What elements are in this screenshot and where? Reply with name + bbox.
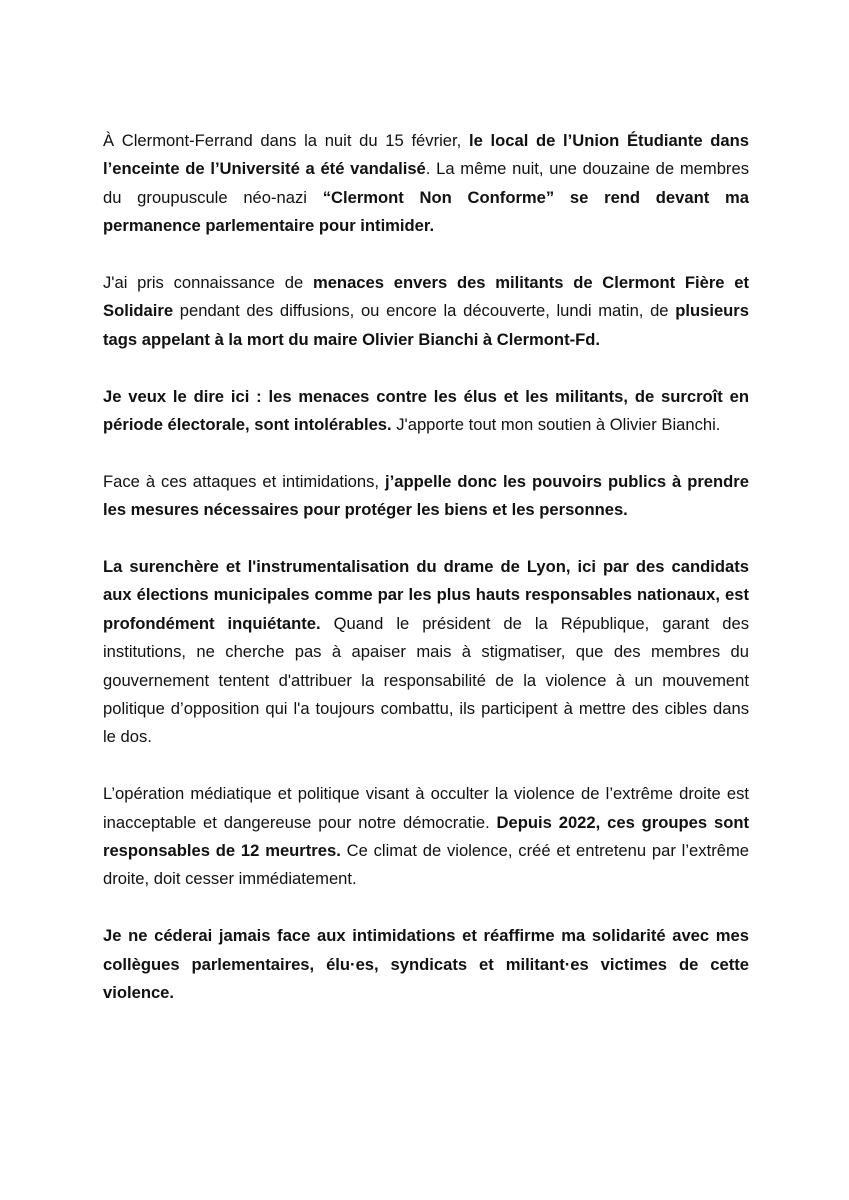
text-segment: L’opération médiatique et politique visant à occulter la violence de l’extrême droite est inacceptable et dangereuse pour notre démocratie. — [103, 784, 749, 832]
text-segment: J'ai pris connaissance de — [103, 273, 313, 293]
text-segment: J'apporte tout mon soutien à Olivier Bianchi. — [391, 415, 721, 435]
text-segment-bold: Je ne céderai jamais face aux intimidations et réaffirme ma solidarité avec mes collègues parlementaires, élu·es, syndicats et militant·es victimes de cette violence. — [103, 926, 749, 1003]
paragraph-solidarity — [103, 922, 749, 1007]
paragraph-lyon — [103, 553, 749, 752]
text-segment-bold: Depuis 2022, ces groupes sont responsables de 12 meurtres. — [103, 812, 749, 861]
text-segment-bold: plusieurs tags appelant à la mort du maire Olivier Bianchi à Clermont-Fd. — [103, 301, 749, 349]
text-segment-bold: “Clermont Non Conforme” se rend devant ma permanence parlementaire pour intimider. — [103, 187, 749, 236]
text-segment: . La même nuit, une douzaine de membres du groupuscule néo-nazi — [103, 159, 749, 207]
paragraph-threats — [103, 269, 749, 354]
paragraph-public-authorities — [103, 468, 749, 525]
text-segment: Ce climat de violence, créé et entretenu par l’extrême droite, doit cesser immédiatement. — [103, 841, 750, 889]
text-segment-bold: Je veux le dire ici : les menaces contre les élus et les militants, de surcroît en période électorale, sont intolérables. — [103, 386, 749, 435]
text-segment-bold: menaces envers des militants de Clermont Fière et Solidaire — [103, 273, 749, 321]
text-segment-bold: La surenchère et l'instrumentalisation du drame de Lyon, ici par des candidats aux élections municipales comme par les plus hauts responsables nationaux, est profondément inquiétante. — [103, 557, 749, 633]
text-segment: pendant des diffusions, ou encore la découverte, lundi matin, de — [173, 301, 676, 321]
paragraph-far-right — [103, 780, 749, 894]
text-segment-bold: j’appelle donc les pouvoirs publics à prendre les mesures nécessaires pour protéger les biens et les personnes. — [103, 471, 749, 520]
text-segment-bold: le local de l’Union Étudiante dans l’enceinte de l’Université a été vandalisé — [103, 131, 749, 179]
statement-body — [103, 127, 749, 1036]
text-segment: Face à ces attaques et intimidations, — [103, 471, 385, 491]
text-segment: Quand le président de la République, garant des institutions, ne cherche pas à apaiser mais à stigmatiser, que des membres du gouvernement tentent d'attribuer la responsabilité de la violence à un mouvement politique d’opposition qui l'a toujours combattu, ils participent à mettre des cibles dans le dos. — [103, 613, 749, 747]
paragraph-vandalism — [103, 127, 749, 241]
paragraph-intolerable — [103, 383, 749, 440]
text-segment: À Clermont-Ferrand dans la nuit du 15 février, — [103, 131, 469, 150]
